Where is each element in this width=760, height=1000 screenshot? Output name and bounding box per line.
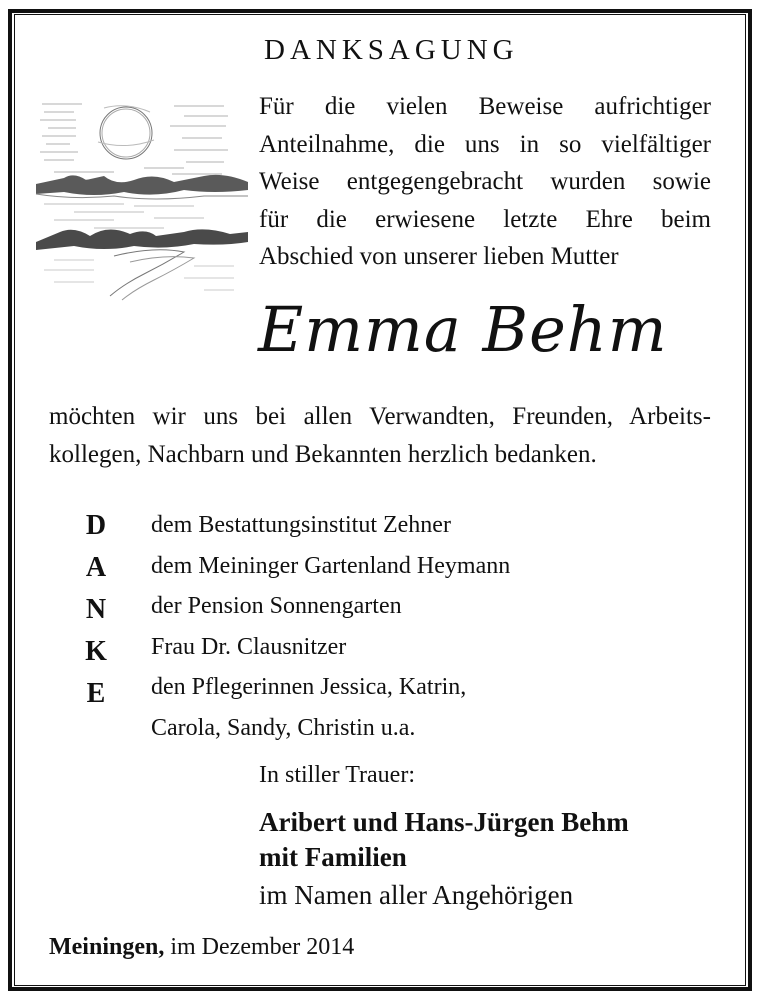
thanks-line: möchten wir uns bei allen Verwandten, Freunden, Arbeits-: [49, 403, 711, 430]
sun-over-water-sketch-icon: [34, 86, 250, 302]
danke-vertical-word: [78, 505, 114, 715]
mourners: [259, 805, 629, 875]
thanks-list-item: Carola, Sandy, Christin u.a.: [151, 714, 416, 741]
intro-line: für die erwiesene letzte Ehre beim: [259, 205, 711, 233]
mourner-line: Aribert und Hans-Jürgen Behm: [259, 807, 629, 837]
intro-line: Abschied von unserer lieben Mutter: [259, 243, 619, 270]
thanks-text: [49, 398, 711, 474]
on-behalf-line: im Namen aller Angehörigen: [259, 880, 574, 910]
thanks-list-item: den Pflegerinnen Jessica, Katrin,: [151, 674, 467, 700]
thanks-list-item: dem Meininger Gartenland Heymann: [151, 552, 511, 579]
intro-line: Weise entgegengebracht wurden sowie: [259, 168, 711, 195]
thanks-line: kollegen, Nachbarn und Bekannten herzlich bedanken.: [49, 441, 597, 468]
date: im Dezember 2014: [170, 934, 355, 960]
thanks-list-item: dem Bestattungsinstitut Zehner: [151, 512, 451, 538]
intro-line: Für die vielen Beweise aufrichtiger: [259, 93, 711, 120]
danke-letter: D: [85, 510, 107, 541]
mourner-line: mit Familien: [259, 842, 407, 872]
danke-letter: A: [85, 552, 107, 583]
intro-text: [259, 88, 711, 276]
thanks-list-item: der Pension Sonnengarten: [151, 593, 402, 619]
place-date-line: [49, 930, 354, 964]
danke-letter: E: [86, 678, 106, 709]
danke-letter: K: [85, 636, 107, 667]
thanks-list-item: Frau Dr. Clausnitzer: [151, 633, 347, 660]
danke-letter: N: [85, 594, 107, 625]
intro-line: Anteilnahme, die uns in so vielfältiger: [259, 130, 711, 158]
deceased-name: Emma Behm: [258, 293, 668, 366]
notice-title: DANKSAGUNG: [264, 34, 519, 66]
thanks-list: [151, 505, 510, 748]
place: Meiningen,: [49, 934, 165, 960]
mourning-label: In stiller Trauer:: [259, 762, 415, 788]
